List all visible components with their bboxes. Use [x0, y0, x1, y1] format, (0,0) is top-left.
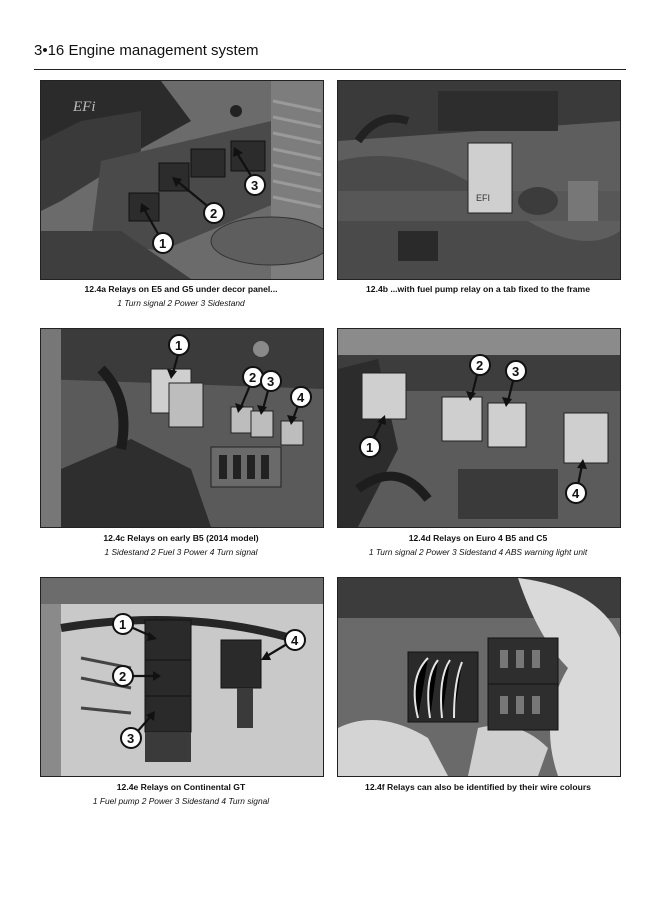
- photo-relays-e5-g5: [40, 80, 324, 280]
- callout-3-label: 3: [512, 364, 520, 379]
- photo-fuel-pump-relay: [337, 80, 621, 280]
- callout-3-label: 3: [127, 731, 135, 746]
- caption-block-e: [40, 782, 322, 806]
- caption-legend: 1 Turn signal 2 Power 3 Sidestand 4 ABS warning light unit: [368, 547, 588, 557]
- caption-title: 12.4e Relays on Continental GT: [116, 782, 246, 792]
- caption-block-c: [40, 533, 322, 557]
- photo-relays-euro4: [337, 328, 621, 528]
- callout-2-label: 2: [249, 370, 257, 385]
- callout-3-label: 3: [251, 178, 259, 193]
- caption-block-a: [40, 284, 322, 308]
- caption-legend: 1 Turn signal 2 Power 3 Sidestand: [117, 298, 245, 308]
- page-header: [34, 42, 626, 68]
- caption-block-f: [337, 782, 619, 792]
- callout-4-label: 4: [291, 633, 299, 648]
- callout-4-label: 4: [297, 390, 305, 405]
- photo-relays-early-b5: [40, 328, 324, 528]
- callout-1-label: 1: [119, 617, 127, 632]
- caption-block-b: [337, 284, 619, 294]
- callout-3-label: 3: [267, 374, 275, 389]
- callout-1-label: 1: [159, 236, 167, 251]
- caption-title: 12.4d Relays on Euro 4 B5 and C5: [408, 533, 548, 543]
- callout-2-label: 2: [476, 358, 484, 373]
- efi-decal-text: EFi: [73, 99, 96, 115]
- caption-title: 12.4c Relays on early B5 (2014 model): [103, 533, 259, 543]
- caption-title: 12.4b ...with fuel pump relay on a tab fixed to the frame: [366, 284, 590, 294]
- page-title: 3•16 Engine management system: [34, 42, 259, 59]
- callout-2-label: 2: [119, 669, 127, 684]
- caption-title: 12.4f Relays can also be identified by their wire colours: [365, 782, 591, 792]
- header-rule: [34, 69, 626, 70]
- caption-legend: 1 Sidestand 2 Fuel 3 Power 4 Turn signal: [104, 547, 258, 557]
- photo-relay-wire-colours: [337, 577, 621, 777]
- callout-4-label: 4: [572, 486, 580, 501]
- caption-title: 12.4a Relays on E5 and G5 under decor panel...: [84, 284, 278, 294]
- photo-relays-continental-gt: [40, 577, 324, 777]
- callout-1-label: 1: [175, 338, 183, 353]
- callout-2-label: 2: [210, 206, 218, 221]
- callout-1-label: 1: [366, 440, 374, 455]
- caption-block-d: [337, 533, 619, 557]
- relay-label-text: EFI: [476, 193, 491, 203]
- caption-legend: 1 Fuel pump 2 Power 3 Sidestand 4 Turn signal: [92, 796, 270, 806]
